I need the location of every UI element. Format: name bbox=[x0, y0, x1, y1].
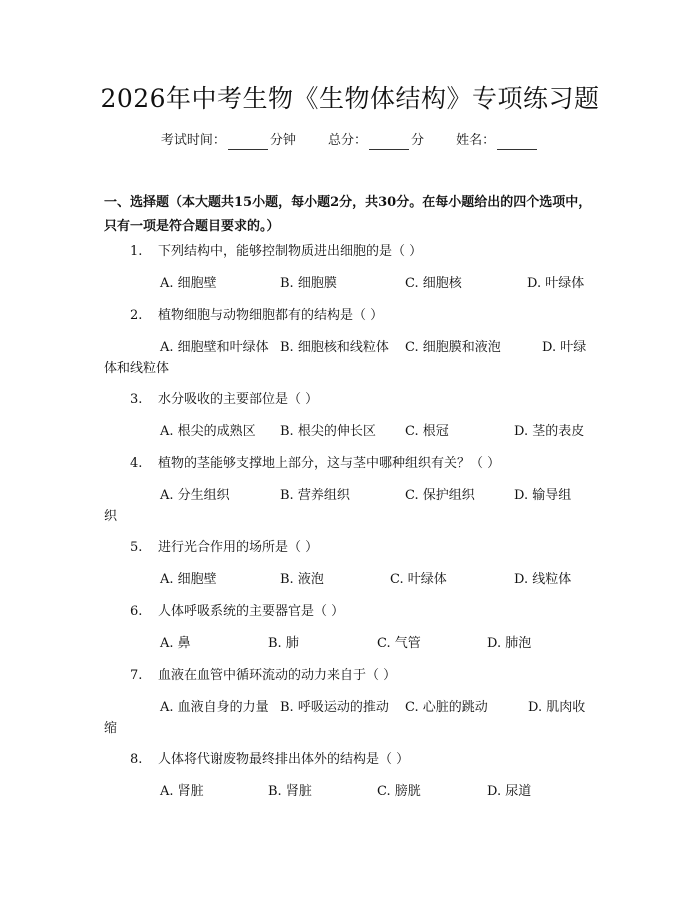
question-number: 6. bbox=[130, 604, 143, 619]
option-b[interactable]: B. 细胞核和线粒体 bbox=[280, 340, 389, 355]
option-a[interactable]: A. 根尖的成熟区 bbox=[160, 424, 256, 439]
question-text: 血液在血管中循环流动的动力来自于（ ） bbox=[158, 668, 397, 683]
option-d[interactable]: D. 叶绿 bbox=[542, 340, 587, 355]
question-7 bbox=[130, 667, 396, 685]
option-a[interactable]: A. 细胞壁和叶绿体 bbox=[160, 340, 269, 355]
option-b[interactable]: B. 细胞膜 bbox=[280, 276, 337, 291]
exam-meta bbox=[0, 132, 700, 150]
question-text: 水分吸收的主要部位是（ ） bbox=[158, 392, 319, 407]
question-number: 3. bbox=[130, 392, 143, 407]
name-label: 姓名： bbox=[456, 133, 496, 148]
option-c[interactable]: C. 细胞核 bbox=[405, 276, 462, 291]
score-unit: 分 bbox=[411, 133, 425, 148]
score-label: 总分： bbox=[327, 133, 367, 148]
question-text: 人体呼吸系统的主要器官是（ ） bbox=[158, 604, 345, 619]
time-blank[interactable] bbox=[228, 136, 268, 150]
option-b[interactable]: B. 肾脏 bbox=[268, 784, 312, 799]
option-a[interactable]: A. 血液自身的力量 bbox=[160, 700, 269, 715]
question-number: 2. bbox=[130, 308, 143, 323]
question-text: 下列结构中，能够控制物质进出细胞的是（ ） bbox=[158, 244, 423, 259]
question-8 bbox=[130, 751, 409, 769]
option-a[interactable]: A. 分生组织 bbox=[160, 488, 230, 503]
question-text: 植物细胞与动物细胞都有的结构是（ ） bbox=[158, 308, 384, 323]
question-number: 1. bbox=[130, 244, 143, 259]
option-a[interactable]: A. 细胞壁 bbox=[160, 572, 217, 587]
question-text: 进行光合作用的场所是（ ） bbox=[158, 540, 319, 555]
option-a[interactable]: A. 鼻 bbox=[160, 636, 191, 651]
option-c[interactable]: C. 根冠 bbox=[405, 424, 449, 439]
option-c[interactable]: C. 心脏的跳动 bbox=[405, 700, 488, 715]
option-b[interactable]: B. 肺 bbox=[268, 636, 299, 651]
option-d[interactable]: D. 尿道 bbox=[487, 784, 532, 799]
option-c[interactable]: C. 叶绿体 bbox=[390, 572, 447, 587]
score-blank[interactable] bbox=[369, 136, 409, 150]
question-1 bbox=[130, 243, 422, 261]
option-b[interactable]: B. 液泡 bbox=[280, 572, 324, 587]
option-wrap: 体和线粒体 bbox=[104, 361, 170, 376]
option-c[interactable]: C. 气管 bbox=[377, 636, 421, 651]
question-number: 8. bbox=[130, 752, 143, 767]
question-number: 5. bbox=[130, 540, 143, 555]
option-c[interactable]: C. 膀胱 bbox=[377, 784, 421, 799]
question-2 bbox=[130, 307, 383, 325]
option-d[interactable]: D. 输导组 bbox=[514, 488, 572, 503]
option-d[interactable]: D. 叶绿体 bbox=[527, 276, 585, 291]
option-b[interactable]: B. 营养组织 bbox=[280, 488, 350, 503]
option-b[interactable]: B. 呼吸运动的推动 bbox=[280, 700, 389, 715]
page-title: 2026年中考生物《生物体结构》专项练习题 bbox=[100, 84, 600, 113]
time-label: 考试时间： bbox=[160, 133, 226, 148]
option-d[interactable]: D. 肌肉收 bbox=[528, 700, 586, 715]
question-number: 4. bbox=[130, 456, 143, 471]
option-b[interactable]: B. 根尖的伸长区 bbox=[280, 424, 376, 439]
time-unit: 分钟 bbox=[269, 133, 296, 148]
option-wrap: 织 bbox=[104, 509, 118, 524]
score-field bbox=[328, 132, 424, 150]
option-d[interactable]: D. 茎的表皮 bbox=[514, 424, 585, 439]
time-field bbox=[161, 132, 296, 150]
option-c[interactable]: C. 细胞膜和液泡 bbox=[405, 340, 501, 355]
name-blank[interactable] bbox=[497, 136, 537, 150]
question-6 bbox=[130, 603, 344, 621]
question-text: 植物的茎能够支撑地上部分，这与茎中哪种组织有关？（ ） bbox=[158, 456, 501, 471]
question-4 bbox=[130, 455, 500, 473]
question-text: 人体将代谢废物最终排出体外的结构是（ ） bbox=[158, 752, 410, 767]
question-5 bbox=[130, 539, 318, 557]
question-number: 7. bbox=[130, 668, 143, 683]
option-a[interactable]: A. 肾脏 bbox=[160, 784, 204, 799]
option-d[interactable]: D. 肺泡 bbox=[487, 636, 532, 651]
option-c[interactable]: C. 保护组织 bbox=[405, 488, 475, 503]
option-a[interactable]: A. 细胞壁 bbox=[160, 276, 217, 291]
section-heading: 一、选择题（本大题共15小题，每小题2分，共30分。在每小题给出的四个选项中，只有一项是符合题目要求的。） bbox=[104, 195, 592, 234]
question-3 bbox=[130, 391, 318, 409]
name-field bbox=[456, 132, 539, 150]
option-wrap: 缩 bbox=[104, 721, 118, 736]
option-d[interactable]: D. 线粒体 bbox=[514, 572, 572, 587]
